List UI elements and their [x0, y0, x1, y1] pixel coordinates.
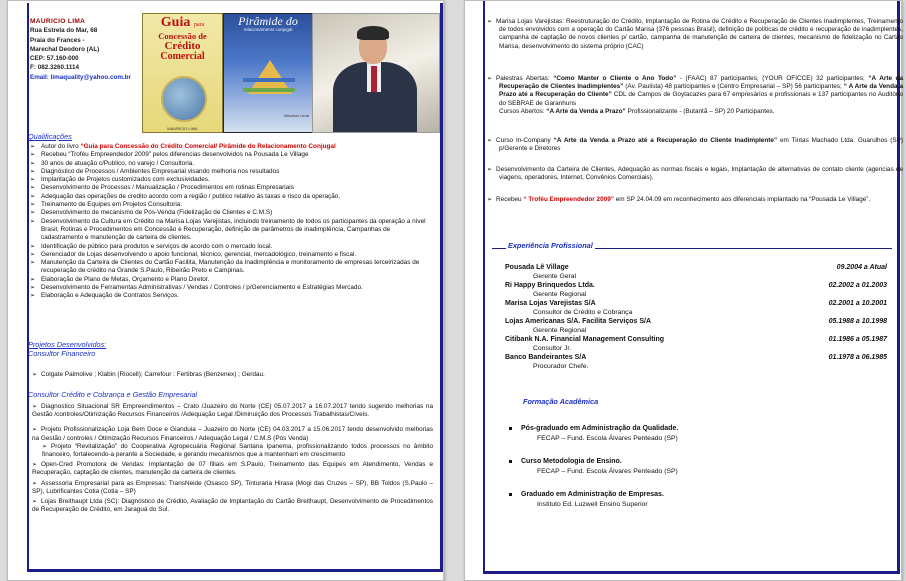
list-item: ➢ Manutenção da Carteira de Clientes do Cartão Facilita, Manutenção da Inadimplência e monitoramento de empresas terceirizadas de recuperação de crédito na Grande S.Paulo, Ribeirão Preto e Campinas. [30, 259, 420, 275]
arrow-bullet-icon: ➢ [32, 372, 38, 378]
arrow-bullet-icon: ➢ [32, 427, 38, 434]
arrow-bullet-icon: ➢ [30, 202, 36, 209]
book1-subtitle-3: Comercial [160, 51, 205, 62]
palestras-item: ➢ Palestras Abertas: “Como Manter o Cliente o Ano Todo” - (FAAC) 87 participantes; (YOUR OFICCE) 32 participantes; “A Arte da Recuperação de Clientes Inadimplentes” (Av. Paulista) 48 participantes e (Centro Empresarial – SP) 56 participantes; “ A Arte da Venda a Prazo até a Recuperação do Cliente” CDL de Campos de Goytacazes para 67 empresários e profissionais e 137 participantes no Auditório do SEBRAE de Garanhuns Cursos Abertos: “A Arte da Venda a Prazo” Profissionalizante - (Butantã – SP) 20 Participantes. [487, 75, 903, 115]
phone: F: 082.3260.1114 [30, 64, 80, 72]
photo-tie [371, 66, 377, 92]
carteira-item: ➢ Desenvolvimento da Carteira de Clientes, Adequação as normas fiscais e legais, Implantação de alternativas de contato cliente (agencias de viagens, operadores, Internet, Convênios Comerciais). [487, 166, 903, 182]
arrow-bullet-icon: ➢ [30, 185, 36, 192]
contact-name: MAURICIO LIMA [30, 18, 86, 25]
book1-subtitle-2: Crédito [164, 40, 201, 52]
list-item: ➢ Adequação das operações de credito acordo com a região / publico relativo às taxas e risco da operação. [30, 192, 341, 200]
list-item: ➢ Elaboração e Adequação de Contratos Serviços. [30, 292, 179, 300]
arrow-bullet-icon: ➢ [487, 76, 493, 82]
marisa-item: ➢ Marisa Lojas Varejistas: Reestruturação do Crédito, Implantação de Rotina de Crédito e Recuperação de Clientes Inadimplentes, Treinamento de todos envolvidos com a operação do Cartão Marisa (376 pessoas Brasil), definição de políticas de crédito e recuperação de inadimplentes, campanha de captação de novos clientes p/ cartão, campanha de manutenção de carteira de clientes, mecanismo de fidelização no Cartão Marisa, desenvolvimento do sistema próprio (CAC) [487, 18, 903, 50]
list-item: ➢ Autor do livro “Guia para Concessão do Crédito Comercial/ Pirâmide do Relacionamento Conjugal [30, 143, 336, 150]
arrow-bullet-icon: ➢ [487, 197, 493, 203]
book1-para: para [193, 22, 205, 28]
pyramid-band [243, 78, 295, 82]
arrow-bullet-icon: ➢ [30, 285, 36, 292]
arrow-bullet-icon: ➢ [487, 167, 493, 173]
list-item: ➢ Gerenciador de Lojas desenvolvendo o apoio funcional, técnico, gerencial, mercadológico, treinamento e fiscal. [30, 250, 357, 258]
address-line-1: Rua Estrela do Mar, 68 [30, 27, 98, 35]
education-entry: Pós-graduado em Administração da Qualidade. FECAP – Fund. Escola Álvares Penteado (SP) [509, 424, 889, 444]
arrow-bullet-icon: ➢ [30, 168, 36, 175]
list-item: ➢ 30 anos de atuação c/Publico, no varejo / Consultoria. [30, 159, 195, 167]
arrow-bullet-icon: ➢ [487, 138, 493, 144]
square-bullet-icon [509, 427, 512, 430]
qualificacoes-heading: Qualificações [28, 132, 72, 141]
address-line-3: Marechal Deodoro (AL) [30, 45, 100, 53]
book-cover-credito [142, 13, 223, 133]
photo-hair [357, 26, 389, 40]
arrow-bullet-icon: ➢ [30, 293, 36, 300]
list-item: ➢ Elaboração de Plano de Metas, Orçamento e Plano Diretor. [30, 275, 210, 283]
consultor-financeiro-heading: Consultor Financeiro [28, 349, 96, 358]
education-entry: Graduado em Administração de Empresas. Instituto Ed. Luzwell Ensino Superior [509, 490, 889, 510]
arrow-bullet-icon: ➢ [30, 243, 36, 250]
arrow-bullet-icon: ➢ [30, 177, 36, 184]
coin-illustration [161, 76, 207, 122]
book1-title: Guia [160, 15, 191, 30]
list-item: ➢ Identificação de público para produtos e serviços de acordo com o mercado local. [30, 242, 273, 250]
book2-title: Pirâmide do [238, 14, 298, 28]
arrow-bullet-icon: ➢ [42, 443, 48, 450]
list-item: ➢ Diagnóstico de Processos / Ambientes Empresarial visando melhoria nos resultados [30, 167, 280, 175]
clients-line: ➢ Colgate Palmolive ; Klabin (Riocell); Carrefour : Fertibras (Benzenex) ; Gerdau. [32, 371, 265, 378]
book-cover-piramide [223, 13, 313, 133]
book1-subtitle-1: Concessão de [158, 31, 207, 41]
job-entry: Ri Happy Brinquedos Ltda. 02.2002 a 01.2003 Gerente Regional [505, 282, 887, 298]
square-bullet-icon [509, 493, 512, 496]
arrow-bullet-icon: ➢ [32, 499, 38, 506]
list-item: ➢ Implantação de Projetos customizados com exclusividades. [30, 176, 210, 184]
book2-author: Mauricio Lima [284, 113, 309, 118]
pyramid-band [243, 88, 295, 92]
book1-author: MAURICIO LIMA [167, 126, 198, 131]
job-entry: Marisa Lojas Varejistas S/A 02.2001 a 10.2001 Consultor de Crédito e Cobrança [505, 300, 887, 316]
job-entry: Lojas Americanas S/A. Facilita Serviços S/A 05.1988 a 10.1998 Gerente Regional [505, 318, 887, 334]
author-photo [312, 13, 440, 133]
arrow-bullet-icon: ➢ [30, 260, 36, 267]
arrow-bullet-icon: ➢ [30, 251, 36, 258]
arrow-bullet-icon: ➢ [30, 276, 36, 283]
formacao-heading: Formação Acadêmica [523, 397, 599, 406]
jobs-list [505, 263, 893, 371]
list-item: ➢ Projeto “Revitalização” do Cooperativa Agropecuária Regional Santana Ipanema, profissionalizando todos processos no âmbito financeiro, fortalecendo-a perante a Sociedade, e gerando mecanismos que a mantenham em crescimento [42, 442, 433, 459]
recebeu-item: ➢ Recebeu “ Troféu Empreendedor 2009” em SP 24.04.09 em reconhecimento aos diferenciais implantado na “Pousada Le Village”. [487, 196, 871, 203]
job-entry: Pousada Lê Village 09.2004 a Atual Gerente Geral [505, 264, 887, 280]
arrow-bullet-icon: ➢ [30, 160, 36, 167]
arrow-bullet-icon: ➢ [487, 19, 493, 25]
projetos-heading: Projetos Desenvolvidos: [28, 340, 107, 349]
list-item: ➢ Desenvolvimento de Processos / Manualização / Procedimentos em rotinas Empresariais [30, 184, 294, 192]
arrow-bullet-icon: ➢ [32, 480, 38, 487]
list-item: ➢ Projeto Profissionalização Loja Bem Doce e Gianduia – Juazeiro do Norte (CE) 04.03.2017 a 15.06.2017 tendo desenvolvido melhorias na Gestão / controles / Otimização Recursos Financeiros / Adequação Legal / C.M.S (Pós Venda) [32, 426, 433, 442]
job-entry: Citibank N.A. Financial Management Consulting 01.1986 a 05.1987 Consultor Jr. [505, 336, 887, 352]
education-list [509, 424, 889, 510]
arrow-bullet-icon: ➢ [30, 193, 36, 200]
list-item: ➢ Recebeu “Troféu Empreendedor 2009” pelos diferencias desenvolvidos na Pousada Le Village [30, 151, 309, 159]
arrow-bullet-icon: ➢ [32, 404, 38, 410]
list-item: ➢ Diagnostico Situacional SR Empreendimentos – Crato /Juazeiro do Norte (CE) 05.07.2017 a 16.07.2017 tendo sugerido melhorias na Gestão /controles/Otimização Recursos Financeiros /Adequação Legal /Diminuição dos Processos Trabalhistas/Cíveis. [32, 403, 433, 419]
list-item: ➢ Treinamento de Equipes em Projetos Consultoria. [30, 201, 183, 209]
arrow-bullet-icon: ➢ [32, 462, 38, 469]
arrow-bullet-icon: ➢ [30, 218, 36, 225]
list-item: ➢ Open-Cred Promotora de Vendas: Implantação de 07 filiais em S.Paulo, Treinamento das Equipes em Atendimento, Vendas e Recuperação, captação de clientes, manutenção da carteira de clientes. [32, 461, 433, 477]
projetos-list [32, 403, 433, 514]
contact-block [30, 17, 142, 82]
list-item: ➢ Desenvolvimento da Cultura em Crédito na Marisa Lojas Varejistas, incluindo treinamento de todos os participantes da operação a nível Brasil, Rotinas e Procedimentos em Concessão e Recuperação, definição de parâmetros de inadimplência, Campanhas de cadastramento e manutenção de carteira de clientes. [30, 217, 426, 242]
consultor-credito-heading: Consultor Crédito e Cobrança e Gestão Empresarial [28, 390, 198, 399]
arrow-bullet-icon: ➢ [30, 144, 36, 150]
resume-page-2 [464, 0, 902, 581]
qualificacoes-list [28, 143, 434, 301]
arrow-bullet-icon: ➢ [30, 210, 36, 217]
square-bullet-icon [509, 460, 512, 463]
address-line-2: Praia do Frances - [30, 36, 85, 44]
arrow-bullet-icon: ➢ [30, 152, 36, 159]
list-item: ➢ Lojas Breithaupt Ltda (SC): Diagnóstico de Crédito, Avaliação de Implantação do Cartão Breithaupt, Desenvolvimento de Procedimentos de Recuperação de Crédito, em Jaraguá do Sul. [32, 498, 433, 514]
list-item: ➢ Desenvolvimento de Ferramentas Administrativas / Vendas / Controles / p/Gerenciamento e Estratégias Mercado. [30, 284, 363, 292]
list-item: ➢ Assessoria Empresarial para as Empresas: TransNeide (Osasco SP), Tinturaria Hirasa (Mogi das Cruzes – SP), BB Toldos (S.Paulo – SP), Lubrificantes Cotia (Cotia – SP) [32, 479, 433, 495]
curso-item: ➢ Curso In-Company “A Arte da Venda a Prazo até a Recuperação do Cliente Inadimplente” em Tintas Machado Ltda. Guarulhos (SP) p/Gerente e Diretores [487, 137, 903, 153]
cep: CEP: 57.160-000 [30, 55, 79, 63]
email: Email: limaquality@yahoo.com.br [30, 73, 131, 81]
book2-subtitle: relacionamento conjugal [243, 27, 293, 32]
resume-page-1 [7, 0, 444, 581]
experiencia-heading: Experiência Profissional [508, 241, 593, 250]
education-entry: Curso Metodologia de Ensino. FECAP – Fund. Escola Álvares Penteado (SP) [509, 457, 889, 477]
job-entry: Banco Bandeirantes S/A 01.1978 a 06.1985 Procurador Chefe. [505, 354, 887, 370]
list-item: ➢ Desenvolvimento de mecanismo de Pós-Venda (Fidelização de Clientes e C.M.S) [30, 209, 273, 217]
